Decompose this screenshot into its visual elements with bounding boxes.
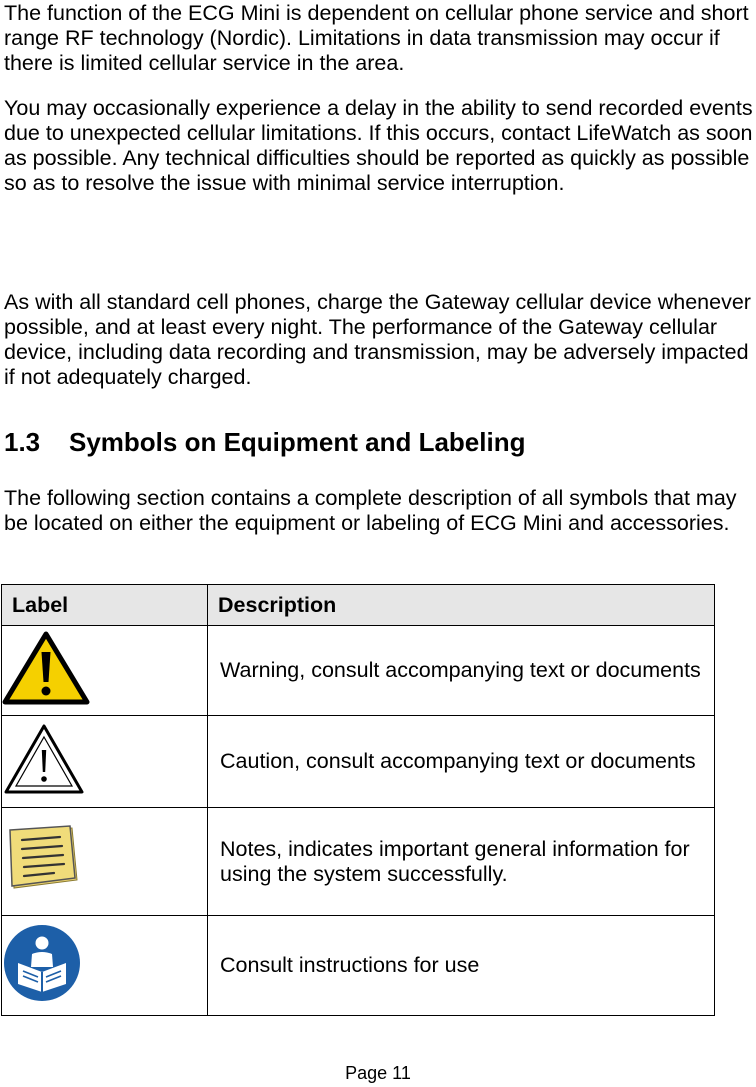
table-row	[2, 808, 715, 916]
description-cell: Notes, indicates important general information for using the system successfully.	[208, 808, 715, 916]
description-cell: Caution, consult accompanying text or documents	[208, 716, 715, 808]
caution-triangle-outline-icon	[2, 722, 86, 802]
paragraph-charging: As with all standard cell phones, charge the Gateway cellular device whenever possible, and at least every night. The performance of the Gateway cellular device, including data recording and transmission, may be adversely impacted if not adequately charged.	[4, 290, 751, 389]
header-description: Description	[208, 585, 715, 626]
description-cell: Consult instructions for use	[208, 916, 715, 1016]
warning-triangle-yellow-icon	[2, 630, 90, 712]
table-row	[2, 716, 715, 808]
label-cell	[2, 626, 208, 716]
paragraph-transmission-delay: You may occasionally experience a delay in the ability to send recorded events due to unexpected cellular limitations. If this occurs, contact LifeWatch as soon as possible. Any technical difficulties should be reported as quickly as possible so as to resolve the issue with minimal service interruption.	[4, 96, 753, 195]
section-number: 1.3	[4, 427, 41, 457]
table-header-row	[2, 585, 715, 626]
label-cell	[2, 716, 208, 808]
section-intro: The following section contains a complete description of all symbols that may be located on either the equipment or labeling of ECG Mini and accessories.	[4, 486, 737, 535]
section-heading	[4, 426, 525, 458]
notes-paper-icon	[2, 822, 82, 902]
table-row	[2, 916, 715, 1016]
label-cell	[2, 916, 208, 1016]
symbols-table	[1, 584, 715, 1016]
consult-instructions-icon	[2, 923, 82, 1009]
page-number: Page 11	[345, 1063, 411, 1083]
section-title: Symbols on Equipment and Labeling	[69, 427, 526, 457]
table-row	[2, 626, 715, 716]
paragraph-cellular-dependency: The function of the ECG Mini is dependent on cellular phone service and short range RF technology (Nordic). Limitations in data transmission may occur if there is limited cellular service in the area.	[4, 1, 749, 75]
header-label: Label	[2, 585, 208, 626]
description-cell: Warning, consult accompanying text or documents	[208, 626, 715, 716]
label-cell	[2, 808, 208, 916]
